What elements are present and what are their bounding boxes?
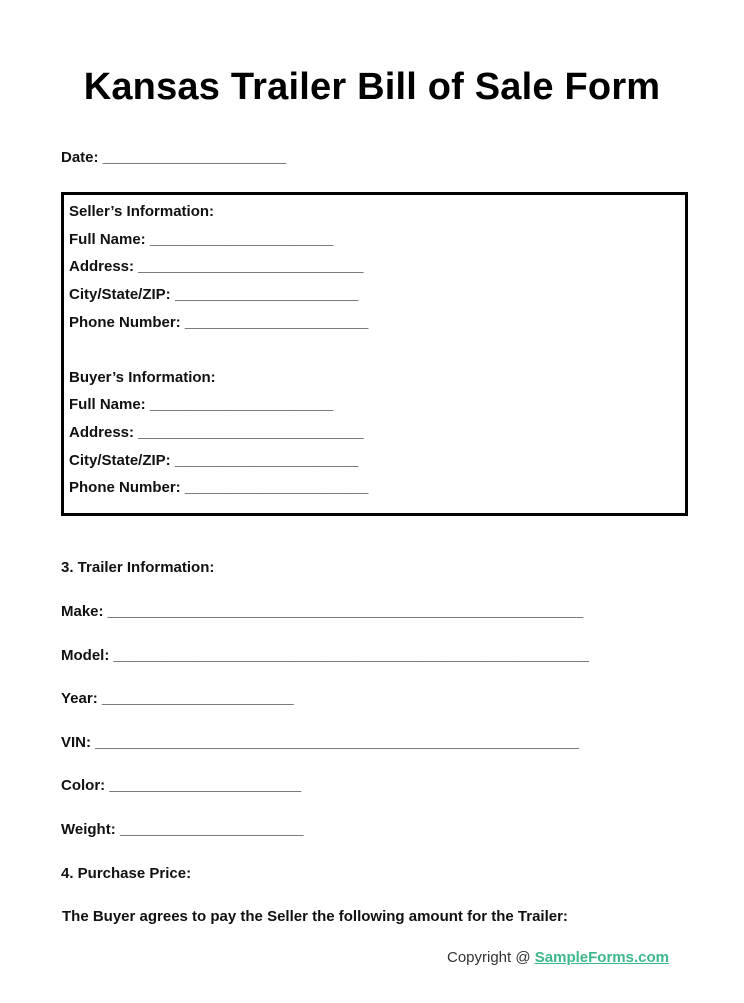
- copyright-prefix: Copyright @: [447, 949, 535, 966]
- buyer-address-field: Address: ___________________________: [69, 424, 364, 441]
- purchase-statement: The Buyer agrees to pay the Seller the following amount for the Trailer:: [62, 908, 568, 925]
- seller-city-state-zip-field: City/State/ZIP: ______________________: [69, 286, 359, 303]
- seller-full-name-field: Full Name: ______________________: [69, 231, 334, 248]
- seller-phone-field: Phone Number: ______________________: [69, 314, 369, 331]
- seller-info-heading: Seller’s Information:: [69, 203, 215, 220]
- date-field: Date: ______________________: [61, 149, 287, 166]
- seller-address-field: Address: ___________________________: [69, 258, 364, 275]
- copyright-notice: [447, 949, 669, 966]
- form-title: Kansas Trailer Bill of Sale Form: [83, 66, 661, 108]
- buyer-city-state-zip-field: City/State/ZIP: ______________________: [69, 452, 359, 469]
- trailer-weight-field: Weight: ______________________: [61, 821, 304, 838]
- trailer-color-field: Color: _______________________: [61, 777, 302, 794]
- buyer-phone-field: Phone Number: ______________________: [69, 479, 369, 496]
- purchase-price-heading: 4. Purchase Price:: [61, 865, 192, 882]
- buyer-info-heading: Buyer’s Information:: [69, 369, 216, 386]
- trailer-model-field: Model: _________________________________________________________: [61, 647, 590, 664]
- trailer-info-heading: 3. Trailer Information:: [61, 559, 215, 576]
- parties-info-box: [61, 192, 688, 516]
- trailer-year-field: Year: _______________________: [61, 690, 294, 707]
- sampleforms-link[interactable]: SampleForms.com: [534, 949, 669, 966]
- buyer-full-name-field: Full Name: ______________________: [69, 396, 334, 413]
- trailer-vin-field: VIN: __________________________________________________________: [61, 734, 580, 751]
- trailer-make-field: Make: _________________________________________________________: [61, 603, 584, 620]
